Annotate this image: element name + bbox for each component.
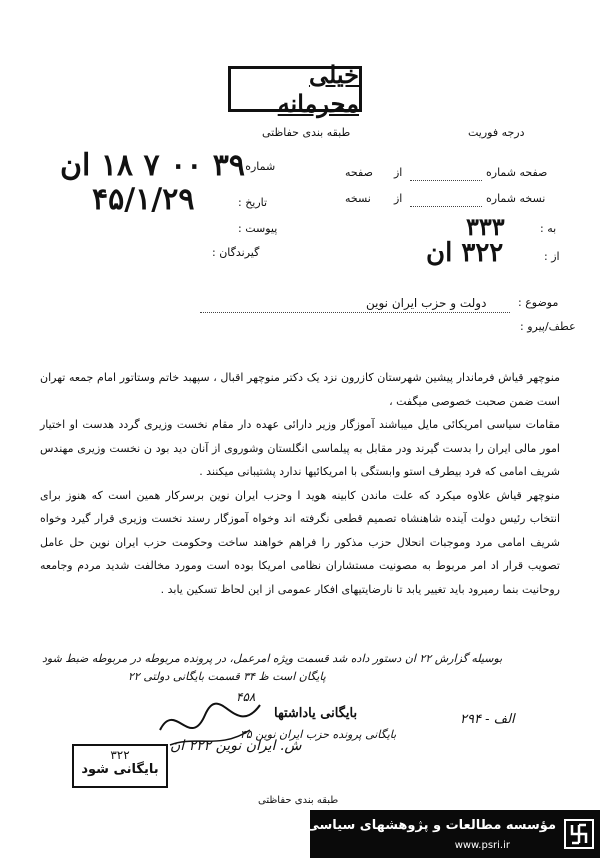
institute-name: مؤسسه مطالعات و پژوهشهای سیاسی <box>306 818 556 833</box>
institute-logo-bar <box>306 810 600 858</box>
priority-label: درجه فوریت <box>468 126 525 139</box>
file-box <box>72 744 168 788</box>
reference-label: عطف/پیرو : <box>520 320 576 333</box>
file-reference: الف - ۲۹۴ <box>460 712 515 727</box>
classification-stamp-text: خیلی محرمانه <box>277 60 359 118</box>
copy-number-line <box>410 206 482 207</box>
signature-stroke <box>160 704 260 730</box>
footer-classification-label: طبقه بندی حفاظتی <box>258 795 339 806</box>
signature-stroke-2 <box>170 730 250 745</box>
archive-stamp-title: بایگانی یاداشتها <box>274 706 358 721</box>
handwritten-ref-number: ۴۵۸ <box>236 690 256 704</box>
body-text <box>40 366 560 601</box>
from-value: ۳۲۲ ان <box>426 238 504 268</box>
date-value: ۴۵/۱/۲۹ <box>92 182 195 217</box>
handwritten-note-1: بوسیله گزارش ۲۲ ان دستور داده شد قسمت ویژه امرعمل، در پرونده مربوطه در مربوطه ضبط شود <box>42 652 503 665</box>
file-box-text: بایگانی شود <box>81 762 159 777</box>
classification-stamp <box>228 60 362 118</box>
from-label-1: از <box>394 166 403 179</box>
copy-label: نسخه <box>345 192 371 205</box>
subject-value: دولت و حزب ایران نوین <box>366 296 487 310</box>
date-label: تاریخ : <box>238 196 268 209</box>
subject-line <box>200 312 510 313</box>
signature: ش. ایران نوین ۲۲۲ ان <box>170 738 302 754</box>
from-label-2: از <box>394 192 403 205</box>
classification-label: طبقه بندی حفاظتی <box>262 126 351 139</box>
institute-url[interactable]: www.psri.ir <box>454 840 510 851</box>
file-box-number: ۳۲۲ <box>110 748 130 762</box>
page-number-line <box>410 180 482 181</box>
signature-scrawl <box>150 690 270 760</box>
page-number-label: صفحه شماره <box>486 166 548 179</box>
archive-stamp-sub: بایگانی پرونده حزب ایران نوین ۴۵ <box>240 728 397 741</box>
body-paragraph-3: منوچهر قیاش علاوه میکرد که علت ماندن کابینه هوید ا وحزب ایران نوین برسرکار همین است که هنوز برای انتخاب رئیس دولت آینده شاهنشاه تصمیم قطعی نگرفته اند وخواه آموزگار رسند نخست وزیری قرار گیرد وخواه شریف امامی مرد وموجبات انحلال حزب مذکور را فراهم خواهند ساخت وحکومت حزب ایران نوین حل عامل تصویب قرار اد امر مربوط به مصونیت مستشاران نظامی امریکا بوده است ومورد مخالفت شدید مردم وجامعه روحانیت بنما رمیرود باید تغییر یابد تا نارضایتیهای افکار عمومی از این لحاظ تسکین یابد . <box>40 488 560 596</box>
subject-label: موضوع : <box>518 296 559 309</box>
number-label: شماره : <box>238 160 276 173</box>
body-paragraph-2: مقامات سیاسی امریکائی مایل میباشند آموزگار وزیر دارائی عهده دار مقام نخست وزیری گردد هدست او اختیار امور مالی ایران را بدست گیرند ودر مقابل به پیلماسی انگلستان وشوروی از آنان دید بود ن نخست وزیری مهندس شریف امامی که فرد بیطرف استو وابستگی با امریکائیها ندارد پشتیبانی میکنند . <box>40 418 560 478</box>
to-value: ۳۳۳ <box>466 212 505 241</box>
attachment-label: پیوست : <box>238 222 278 235</box>
recipients-label: گیرندگان : <box>212 246 260 259</box>
number-value: ۳۹ ۰۰ ۷ ۱۸ ان <box>60 148 245 183</box>
handwritten-note-2: پایگان است ظ ۳۴ قسمت بایگانی دولتی ۲۲ <box>128 670 326 683</box>
body-paragraph-1: منوچهر قیاش فرماندار پیشین شهرستان کازرون نزد یک دکتر منوچهر اقبال ، سپهبد خاتم وستاتور امام جمعه تهران است ضمن صحبت خصوصی میگفت ، <box>40 371 560 408</box>
copy-number-label: نسخه شماره <box>486 192 546 205</box>
page-label: صفحه <box>345 166 373 179</box>
institute-emblem-icon <box>564 819 594 849</box>
from-label-3: از : <box>544 250 560 263</box>
to-label: به : <box>540 222 557 235</box>
